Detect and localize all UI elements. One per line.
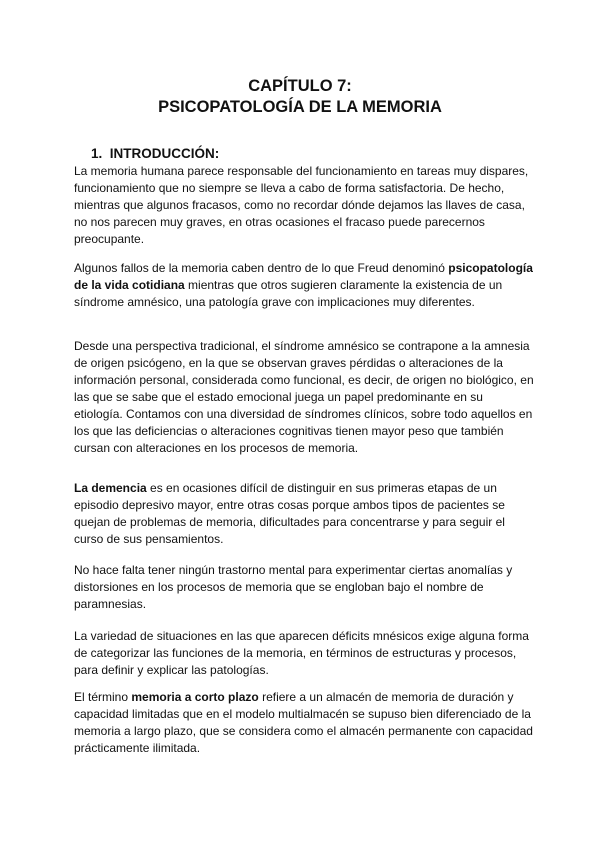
paragraph-3: Desde una perspectiva tradicional, el síndrome amnésico se contrapone a la amnesia de origen psicógeno, en la que se observan graves pérdidas o alteraciones de la información personal, considerada como funcional, es decir, de origen no biológico, en las que se sabe que el estado emocional juega un papel predominante en su etiología. Contamos con una diversidad de síndromes clínicos, sobre todo aquellos en los que las deficiencias o alteraciones cognitivas tienen mayor peso que también cursan con alteraciones en los procesos de memoria. <box>74 339 534 455</box>
paragraph-7-bold-term: memoria a corto plazo <box>131 690 259 704</box>
paragraph-2-text-b: mientras que otros sugieren claramente la existencia de un síndrome amnésico, una patología grave con implicaciones muy diferentes. <box>74 278 503 309</box>
section-heading <box>91 146 219 162</box>
paragraph-7 <box>74 689 534 757</box>
paragraph-7-text-b: refiere a un almacén de memoria de duración y capacidad limitadas que en el modelo multialmacén se supuso bien diferenciado de la memoria a largo plazo, que se considera como el almacén permanente con capacidad prácticamente ilimitada. <box>74 690 533 755</box>
paragraph-1: La memoria humana parece responsable del funcionamiento en tareas muy dispares, funcionamiento que no siempre se lleva a cabo de forma satisfactoria. De hecho, mientras que algunos fracasos, como no recordar dónde dejamos las llaves de casa, no nos parecen muy graves, en otras ocasiones el fracaso puede parecernos preocupante. <box>74 164 529 246</box>
section-number: 1. <box>91 146 103 161</box>
chapter-title: PSICOPATOLOGÍA DE LA MEMORIA <box>158 98 442 116</box>
paragraph-7-text-a: El término <box>74 690 132 704</box>
paragraph-2-bold-term: psicopatología de la vida cotidiana <box>74 261 533 292</box>
paragraph-4-text: es en ocasiones difícil de distinguir en sus primeras etapas de un episodio depresivo mayor, entre otras cosas porque ambos tipos de pacientes se quejan de problemas de memoria, dificultades para concentrarse y para seguir el curso de sus pensamientos. <box>74 481 505 546</box>
paragraph-2 <box>74 260 534 311</box>
chapter-number-title: CAPÍTULO 7: <box>248 77 352 95</box>
paragraph-4-bold-term: La demencia <box>74 481 147 495</box>
paragraph-4 <box>74 480 534 548</box>
section-title: INTRODUCCIÓN: <box>109 146 220 161</box>
paragraph-5: No hace falta tener ningún trastorno mental para experimentar ciertas anomalías y distorsiones en los procesos de memoria que se engloban bajo el nombre de paramnesias. <box>74 563 513 611</box>
paragraph-6: La variedad de situaciones en las que aparecen déficits mnésicos exige alguna forma de categorizar las funciones de la memoria, en términos de estructuras y procesos, para definir y explicar las patologías. <box>74 629 529 677</box>
paragraph-2-text-a: Algunos fallos de la memoria caben dentro de lo que Freud denominó <box>74 261 449 275</box>
